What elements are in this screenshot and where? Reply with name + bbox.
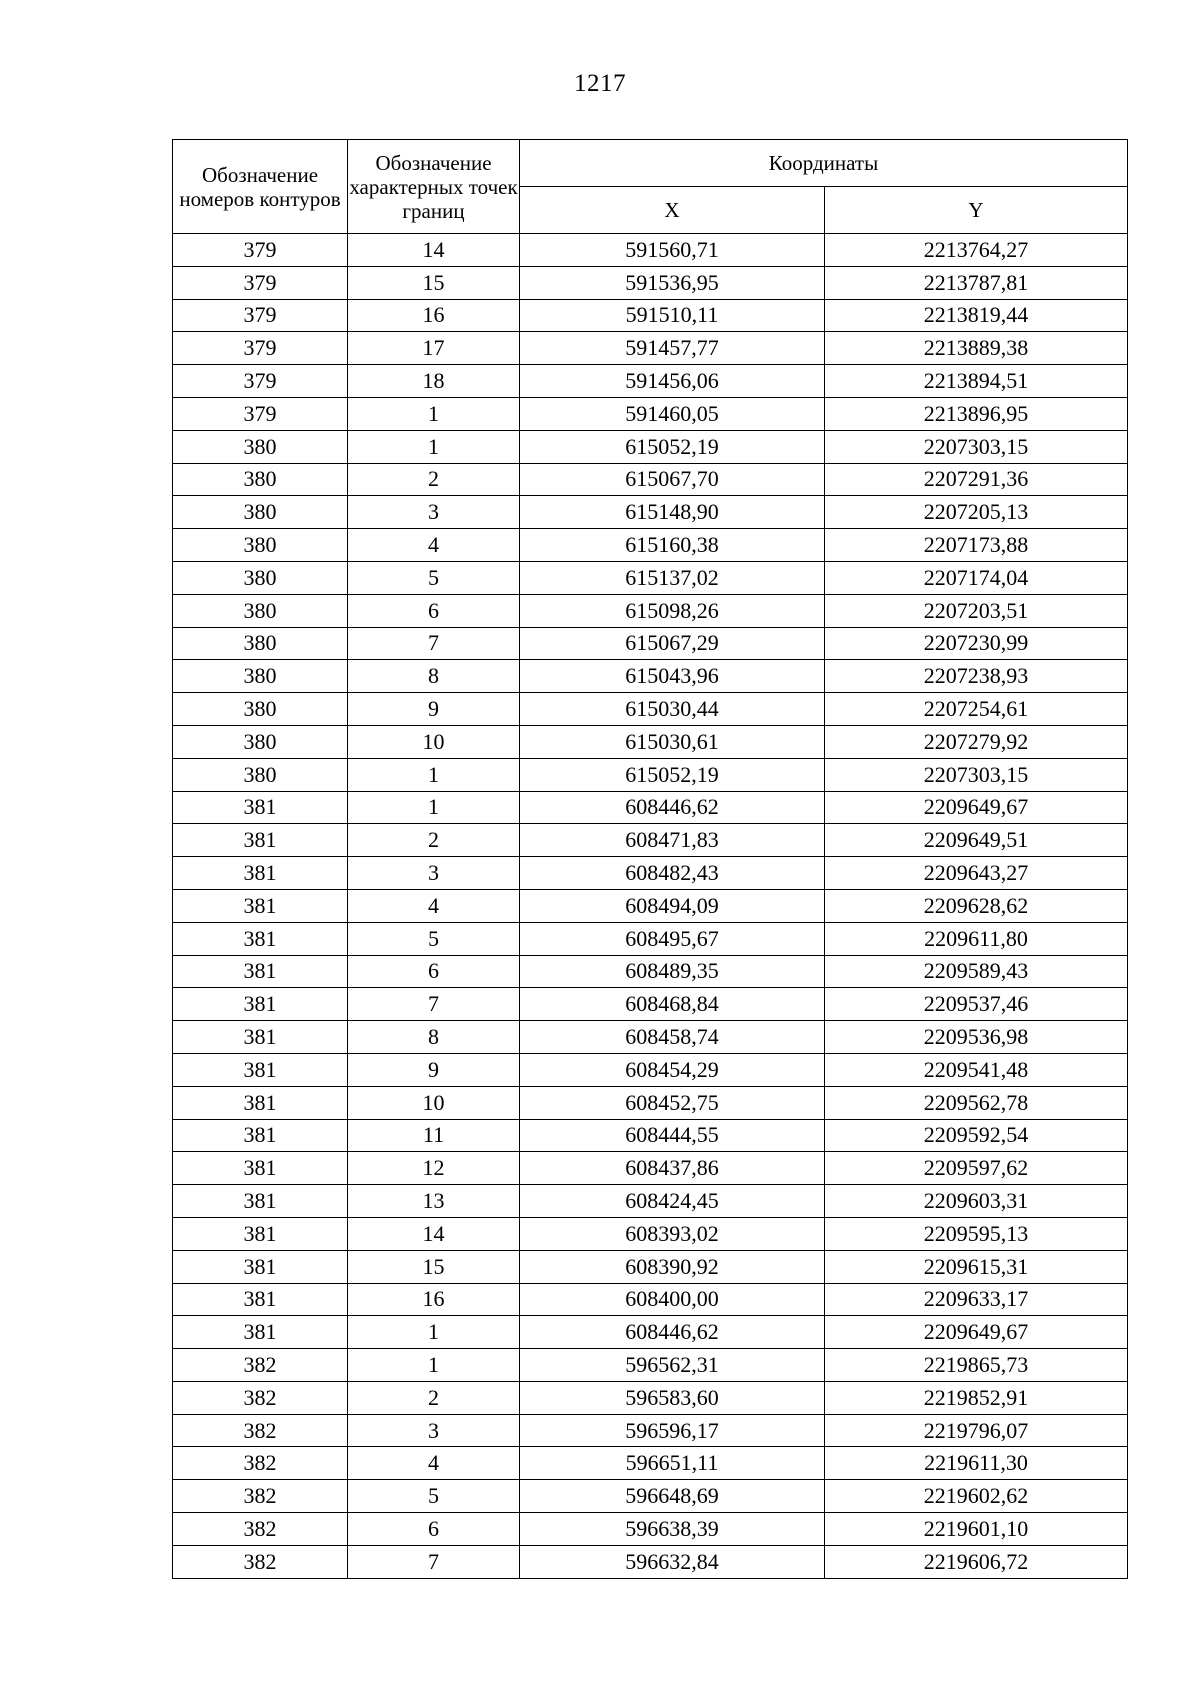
table-row xyxy=(173,1053,1128,1086)
table-row xyxy=(173,1447,1128,1480)
coordinates-table xyxy=(172,139,1128,1579)
y-cell: 2207238,93 xyxy=(825,660,1128,693)
contour-cell: 380 xyxy=(173,529,348,562)
table-row xyxy=(173,1381,1128,1414)
table-row xyxy=(173,627,1128,660)
point-cell: 6 xyxy=(348,1513,520,1546)
x-cell: 615052,19 xyxy=(520,758,825,791)
table-row xyxy=(173,299,1128,332)
point-cell: 14 xyxy=(348,1217,520,1250)
table-row xyxy=(173,1283,1128,1316)
x-cell: 608446,62 xyxy=(520,1316,825,1349)
y-cell: 2213889,38 xyxy=(825,332,1128,365)
point-cell: 5 xyxy=(348,922,520,955)
x-cell: 608446,62 xyxy=(520,791,825,824)
contour-cell: 381 xyxy=(173,824,348,857)
table-row xyxy=(173,1545,1128,1578)
y-cell: 2209611,80 xyxy=(825,922,1128,955)
y-cell: 2219796,07 xyxy=(825,1414,1128,1447)
point-cell: 1 xyxy=(348,791,520,824)
table-row xyxy=(173,1349,1128,1382)
point-cell: 9 xyxy=(348,693,520,726)
table-row xyxy=(173,1480,1128,1513)
y-cell: 2209603,31 xyxy=(825,1185,1128,1218)
table-row xyxy=(173,1513,1128,1546)
contour-cell: 380 xyxy=(173,430,348,463)
contour-cell: 381 xyxy=(173,791,348,824)
contour-cell: 379 xyxy=(173,365,348,398)
contour-cell: 380 xyxy=(173,594,348,627)
x-cell: 596651,11 xyxy=(520,1447,825,1480)
point-cell: 10 xyxy=(348,1086,520,1119)
table-body xyxy=(173,234,1128,1579)
point-cell: 11 xyxy=(348,1119,520,1152)
point-cell: 2 xyxy=(348,1381,520,1414)
table-row xyxy=(173,955,1128,988)
table-row xyxy=(173,1217,1128,1250)
contour-cell: 381 xyxy=(173,1086,348,1119)
point-cell: 16 xyxy=(348,299,520,332)
x-cell: 608452,75 xyxy=(520,1086,825,1119)
x-cell: 615067,70 xyxy=(520,463,825,496)
table-row xyxy=(173,1414,1128,1447)
y-cell: 2209595,13 xyxy=(825,1217,1128,1250)
table-row xyxy=(173,1316,1128,1349)
x-cell: 615052,19 xyxy=(520,430,825,463)
x-cell: 608424,45 xyxy=(520,1185,825,1218)
point-cell: 6 xyxy=(348,594,520,627)
x-cell: 608454,29 xyxy=(520,1053,825,1086)
table-row xyxy=(173,1185,1128,1218)
point-cell: 15 xyxy=(348,1250,520,1283)
point-cell: 3 xyxy=(348,496,520,529)
table-row xyxy=(173,1021,1128,1054)
x-cell: 596648,69 xyxy=(520,1480,825,1513)
contour-cell: 381 xyxy=(173,857,348,890)
point-cell: 13 xyxy=(348,1185,520,1218)
point-cell: 8 xyxy=(348,660,520,693)
y-cell: 2219606,72 xyxy=(825,1545,1128,1578)
point-cell: 1 xyxy=(348,1316,520,1349)
contour-cell: 379 xyxy=(173,266,348,299)
table-row xyxy=(173,1250,1128,1283)
point-cell: 16 xyxy=(348,1283,520,1316)
point-cell: 1 xyxy=(348,397,520,430)
contour-cell: 379 xyxy=(173,397,348,430)
point-cell: 7 xyxy=(348,988,520,1021)
table-row xyxy=(173,758,1128,791)
x-cell: 596638,39 xyxy=(520,1513,825,1546)
table-row xyxy=(173,889,1128,922)
x-cell: 596632,84 xyxy=(520,1545,825,1578)
y-cell: 2209615,31 xyxy=(825,1250,1128,1283)
y-cell: 2213764,27 xyxy=(825,234,1128,267)
point-cell: 14 xyxy=(348,234,520,267)
x-cell: 615067,29 xyxy=(520,627,825,660)
x-cell: 608471,83 xyxy=(520,824,825,857)
table-row xyxy=(173,266,1128,299)
y-cell: 2207254,61 xyxy=(825,693,1128,726)
contour-cell: 380 xyxy=(173,561,348,594)
point-cell: 2 xyxy=(348,824,520,857)
table-row xyxy=(173,857,1128,890)
x-cell: 608489,35 xyxy=(520,955,825,988)
y-cell: 2207303,15 xyxy=(825,430,1128,463)
x-cell: 608393,02 xyxy=(520,1217,825,1250)
x-cell: 608390,92 xyxy=(520,1250,825,1283)
point-cell: 10 xyxy=(348,725,520,758)
x-cell: 608468,84 xyxy=(520,988,825,1021)
y-cell: 2209649,51 xyxy=(825,824,1128,857)
point-cell: 17 xyxy=(348,332,520,365)
point-cell: 4 xyxy=(348,529,520,562)
table-row xyxy=(173,463,1128,496)
x-cell: 608458,74 xyxy=(520,1021,825,1054)
table-row xyxy=(173,365,1128,398)
y-cell: 2209589,43 xyxy=(825,955,1128,988)
contour-cell: 381 xyxy=(173,1283,348,1316)
point-cell: 2 xyxy=(348,463,520,496)
table-row xyxy=(173,725,1128,758)
table-row xyxy=(173,529,1128,562)
table-row xyxy=(173,397,1128,430)
point-cell: 3 xyxy=(348,1414,520,1447)
y-cell: 2207303,15 xyxy=(825,758,1128,791)
x-cell: 608494,09 xyxy=(520,889,825,922)
y-cell: 2207205,13 xyxy=(825,496,1128,529)
y-cell: 2209592,54 xyxy=(825,1119,1128,1152)
point-cell: 1 xyxy=(348,1349,520,1382)
x-cell: 591536,95 xyxy=(520,266,825,299)
x-cell: 615030,61 xyxy=(520,725,825,758)
contour-cell: 379 xyxy=(173,332,348,365)
contour-cell: 381 xyxy=(173,1316,348,1349)
contour-cell: 382 xyxy=(173,1545,348,1578)
y-cell: 2207174,04 xyxy=(825,561,1128,594)
point-cell: 7 xyxy=(348,1545,520,1578)
x-cell: 615160,38 xyxy=(520,529,825,562)
y-cell: 2213896,95 xyxy=(825,397,1128,430)
point-cell: 6 xyxy=(348,955,520,988)
y-cell: 2209597,62 xyxy=(825,1152,1128,1185)
x-cell: 591457,77 xyxy=(520,332,825,365)
x-cell: 591510,11 xyxy=(520,299,825,332)
table-row xyxy=(173,1086,1128,1119)
contour-cell: 379 xyxy=(173,299,348,332)
point-cell: 7 xyxy=(348,627,520,660)
contour-cell: 380 xyxy=(173,463,348,496)
y-cell: 2213894,51 xyxy=(825,365,1128,398)
y-cell: 2219611,30 xyxy=(825,1447,1128,1480)
table-row xyxy=(173,430,1128,463)
y-cell: 2219852,91 xyxy=(825,1381,1128,1414)
x-header: X xyxy=(520,187,825,234)
y-cell: 2213787,81 xyxy=(825,266,1128,299)
x-cell: 591460,05 xyxy=(520,397,825,430)
contour-cell: 380 xyxy=(173,758,348,791)
contour-cell: 382 xyxy=(173,1349,348,1382)
page-number: 1217 xyxy=(574,70,626,97)
contour-cell: 381 xyxy=(173,1021,348,1054)
point-cell: 3 xyxy=(348,857,520,890)
x-cell: 608482,43 xyxy=(520,857,825,890)
table-row xyxy=(173,561,1128,594)
point-cell: 4 xyxy=(348,889,520,922)
contour-cell: 381 xyxy=(173,1250,348,1283)
table-row xyxy=(173,594,1128,627)
y-cell: 2209649,67 xyxy=(825,1316,1128,1349)
y-cell: 2207291,36 xyxy=(825,463,1128,496)
x-cell: 608495,67 xyxy=(520,922,825,955)
x-cell: 608444,55 xyxy=(520,1119,825,1152)
point-cell: 5 xyxy=(348,561,520,594)
contour-cell: 381 xyxy=(173,955,348,988)
x-cell: 596596,17 xyxy=(520,1414,825,1447)
contour-cell: 381 xyxy=(173,1119,348,1152)
x-cell: 608400,00 xyxy=(520,1283,825,1316)
contour-cell: 381 xyxy=(173,1152,348,1185)
table-header xyxy=(173,140,1128,234)
x-cell: 615148,90 xyxy=(520,496,825,529)
boundary-point-header: Обозначение характерных точек границ xyxy=(348,140,520,234)
y-cell: 2209633,17 xyxy=(825,1283,1128,1316)
contour-cell: 381 xyxy=(173,1185,348,1218)
point-cell: 18 xyxy=(348,365,520,398)
point-cell: 1 xyxy=(348,758,520,791)
table-row xyxy=(173,1152,1128,1185)
y-cell: 2209541,48 xyxy=(825,1053,1128,1086)
contour-cell: 381 xyxy=(173,889,348,922)
x-cell: 615030,44 xyxy=(520,693,825,726)
contour-cell: 380 xyxy=(173,725,348,758)
contour-cell: 379 xyxy=(173,234,348,267)
point-cell: 9 xyxy=(348,1053,520,1086)
y-cell: 2219602,62 xyxy=(825,1480,1128,1513)
contour-cell: 380 xyxy=(173,660,348,693)
contour-cell: 381 xyxy=(173,1053,348,1086)
y-cell: 2207279,92 xyxy=(825,725,1128,758)
contour-cell: 380 xyxy=(173,496,348,529)
contour-cell: 381 xyxy=(173,922,348,955)
point-cell: 12 xyxy=(348,1152,520,1185)
table-row xyxy=(173,824,1128,857)
contour-cell: 382 xyxy=(173,1381,348,1414)
x-cell: 615098,26 xyxy=(520,594,825,627)
x-cell: 615137,02 xyxy=(520,561,825,594)
point-cell: 15 xyxy=(348,266,520,299)
y-cell: 2207203,51 xyxy=(825,594,1128,627)
y-cell: 2213819,44 xyxy=(825,299,1128,332)
y-cell: 2209643,27 xyxy=(825,857,1128,890)
table-row xyxy=(173,988,1128,1021)
table-row xyxy=(173,1119,1128,1152)
y-cell: 2209628,62 xyxy=(825,889,1128,922)
table-row xyxy=(173,660,1128,693)
y-header: Y xyxy=(825,187,1128,234)
y-cell: 2207173,88 xyxy=(825,529,1128,562)
x-cell: 608437,86 xyxy=(520,1152,825,1185)
point-cell: 5 xyxy=(348,1480,520,1513)
y-cell: 2209562,78 xyxy=(825,1086,1128,1119)
contour-cell: 382 xyxy=(173,1447,348,1480)
contour-cell: 382 xyxy=(173,1414,348,1447)
y-cell: 2209649,67 xyxy=(825,791,1128,824)
contour-cell: 381 xyxy=(173,988,348,1021)
y-cell: 2207230,99 xyxy=(825,627,1128,660)
contour-cell: 382 xyxy=(173,1513,348,1546)
coordinates-header: Координаты xyxy=(520,140,1128,187)
contour-number-header: Обозначение номеров контуров xyxy=(173,140,348,234)
table-row xyxy=(173,791,1128,824)
y-cell: 2219601,10 xyxy=(825,1513,1128,1546)
point-cell: 4 xyxy=(348,1447,520,1480)
x-cell: 591560,71 xyxy=(520,234,825,267)
table-row xyxy=(173,234,1128,267)
x-cell: 615043,96 xyxy=(520,660,825,693)
contour-cell: 382 xyxy=(173,1480,348,1513)
y-cell: 2209536,98 xyxy=(825,1021,1128,1054)
x-cell: 591456,06 xyxy=(520,365,825,398)
point-cell: 8 xyxy=(348,1021,520,1054)
table-row xyxy=(173,693,1128,726)
y-cell: 2209537,46 xyxy=(825,988,1128,1021)
point-cell: 1 xyxy=(348,430,520,463)
table-row xyxy=(173,332,1128,365)
table-row xyxy=(173,922,1128,955)
contour-cell: 380 xyxy=(173,627,348,660)
x-cell: 596562,31 xyxy=(520,1349,825,1382)
contour-cell: 380 xyxy=(173,693,348,726)
table-row xyxy=(173,496,1128,529)
y-cell: 2219865,73 xyxy=(825,1349,1128,1382)
x-cell: 596583,60 xyxy=(520,1381,825,1414)
contour-cell: 381 xyxy=(173,1217,348,1250)
